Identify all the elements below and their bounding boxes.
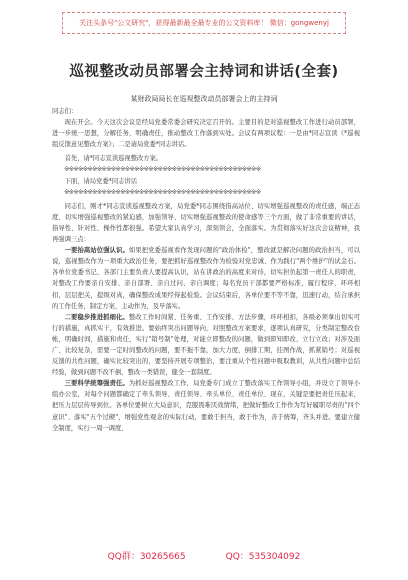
- contact-footer: [0, 549, 408, 562]
- paragraph-invite-speech: 下面，请局党委*同志讲话: [64, 177, 138, 185]
- point-three-heading: 三要科学统筹强责任。: [64, 380, 129, 388]
- promo-banner-text: 关注头条号"公文研究"，获得最新最全最专业的公文资料库！ 微信：gongwenyj: [79, 19, 329, 27]
- point-two-heading: 二要稳步推进抓细化。: [64, 313, 129, 321]
- document-title: 巡视整改动员部署会主持词和讲话(全套): [69, 64, 339, 80]
- point-one-body: 如果把党委巡视看作发现问题的"政治体检"，整改就是解决问题的政治担当，可以说，巡视整改作为一项重大政治任务，要把抓好巡视整改作为检验对党忠诚、作为践行"两个维护"的试金石。各单位党委书记、各部门主要负责人要提高认识，站在讲政治的高度来对待，切实担负起第一责任人的职责，对整改工作要亲自安排、亲自部署、亲自过问、亲自调度；每名党员干部都要严格标准，履行程序，环环相扣，层层把关，提级对真，确保整改成果经得起检验。会议结束后，各单位要不等不靠，迅速行动，结合承担的工作任务，制定方案，主动作为，及早落实。: [52, 247, 360, 310]
- point-two-body: 整改工作时间紧、任务重、工作安排、方法步骤，环环相扣，各级必须拿出切实可行的措施，真抓实干，有效推进。要始终突出问题导向，对照整改方案要求，逐项认真研究，分类制定整改台帐，明确时间，措施和责任，实行"销号制"处理，对能立即整改的问题，做到即知即改、立行立改；对涉及面广、比较复杂，需要一定时间整改的问题，要不拖不靠，加大力度，倒排工期，挂图作战，抓紧销号；对巡视反馈的共性问题，确实比较突出的，要坚持开展专项整治，要注重从个性问题中吸取教训，从共性问题中总结经验，做到问题不改不倒，整改一类错误，健全一套制度。: [52, 313, 361, 377]
- point-three: [52, 378, 360, 433]
- greeting: 同志们：: [52, 108, 78, 115]
- paragraph-read-plan: 首先，请*同志宣读巡视整改方案。: [64, 155, 163, 163]
- point-three-body: 为抓好巡视整改工作，局党委专门成立了整改落实工作领导小组，并设立了领导小组办公室，对每个问题都确定了牵头领导、责任领导、牵头单位、责任单位、现在，关键是要把责任压起来，把压力层层传导到位。各单位要树立大局意识，克服畏难厌战情绪，把做好整改工作作为写好履职尽责的"四个意识"、落实"五个过硬"，增强党性观念的实际行动，要敢于担当，敢于作为，善于统筹，齐头并进。要建立健全制度，实行一周一调度、: [52, 380, 361, 432]
- document-body: [52, 106, 360, 434]
- separator-line: ※※※※※※※※※※※※※※※※※※※※※※※※※※※※※※※※※※※※※※※※※※: [64, 188, 261, 196]
- paragraph-summary: 同志们，刚才*同志宣读巡视整改方案，局党委*同志围绕指高站位、切实增强巡视整改的责任感，端正态度、切实增强巡视整改的紧迫感，加强领导、切实增强巡视整改的使命感等三个方面，做了非常重要的讲话，指导性、针对性、操作性都很强。希望大家认真学习，深刻领会，全面落实。为贯彻落实好这次会议精神，我再强调三点：: [52, 202, 360, 244]
- document-subtitle: 某财政局局长在巡视整改动员部署会上的主持词: [130, 95, 278, 103]
- qq-number: QQ：535304092: [225, 552, 301, 562]
- separator-line: ※※※※※※※※※※※※※※※※※※※※※※※※※※※※※※※※※※※※※※※※※※: [64, 166, 261, 174]
- point-two: [52, 312, 360, 379]
- point-one-heading: 一要抬高站位强认识。: [64, 247, 129, 255]
- paragraph-opening: 现在开会。今天这次会议是经局党委常委会研究决定召开的。主要目的是对巡视整改工作进行动员部署，进一步统一思想，分解任务，明确责任，推动整改工作落到实处。会议有两项议程：一是由*同志宣读《*巡视组反馈意见整改方案》；二是请局党委*同志讲话。: [52, 119, 360, 149]
- point-one: [52, 245, 360, 312]
- promo-banner: [62, 12, 346, 34]
- qq-group-number: QQ群：30265665: [107, 552, 186, 562]
